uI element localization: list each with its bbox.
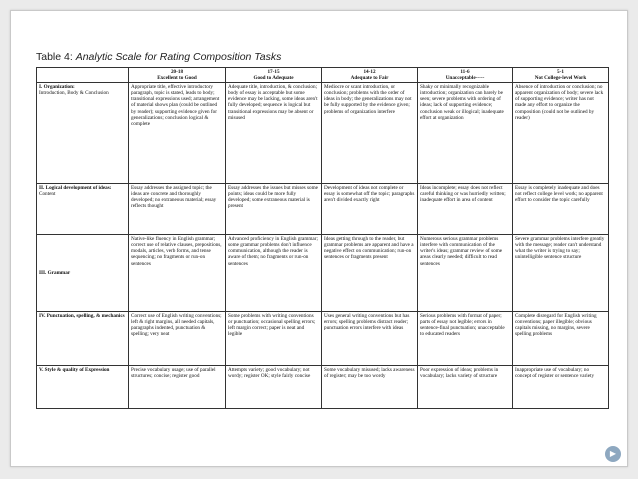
table-cell: Complete disregard for English writing conventions; paper illegible; obvious capitals missing, no margins, severe spelling problems [513,312,609,366]
header-adequate: 14-12 Adequate to Fair [322,68,418,83]
table-cell: Serious problems with format of paper; parts of essay not legible; errors in sentence-final punctuation; unacceptable to educated readers [418,312,513,366]
header-not-college: 5-1 Not College-level Work [513,68,609,83]
header-corner [37,68,129,83]
table-cell: Adequate title, introduction, & conclusion; body of essay is acceptable but some evidence may be lacking, some ideas aren't fully developed; sequence is logical but transitional expressions may be absent or misused [226,83,322,184]
row-category: II. Logical development of ideas: Content [37,184,129,235]
table-cell: Essay addresses the assigned topic; the ideas are concrete and thoroughly developed; no extraneous material; essay reflects thought [129,184,226,235]
next-slide-arrow-icon[interactable]: ▶ [605,446,621,462]
header-unacceptable: 11-6 Unacceptable----- [418,68,513,83]
table-cell: Appropriate title, effective introductory paragraph, topic is stated, leads to body; transitional expressions used; arrangement of material shows plan (could be outlined by reader); supporting evidence given for generalizations; conclusion logical & complete [129,83,226,184]
table-row [37,312,609,366]
table-row [37,83,609,184]
table-cell: Correct use of English writing conventions; left & right margins, all needed capitals, paragraphs indented, punctuation & spelling; very neat [129,312,226,366]
row-category: V. Style & quality of Expression [37,366,129,409]
table-cell: Precise vocabulary usage; use of parallel structures; concise; register good [129,366,226,409]
table-cell: Native-like fluency in English grammar; correct use of relative clauses, prepositions, modals, articles, verb forms, and tense sequencing; no fragments or run-on sentences [129,235,226,312]
row-category: IV. Punctuation, spelling, & mechanics [37,312,129,366]
table-cell: Essay is completely inadequate and does not reflect college level work; no apparent effort to consider the topic carefully [513,184,609,235]
rubric-table [36,67,609,409]
table-cell: Some problems with writing conventions or punctuation; occasional spelling errors; left margin correct; paper is neat and legible [226,312,322,366]
table-cell: Mediocre or scant introduction, or conclusion; problems with the order of ideas in body; the generalizations may not be fully supported by the evidence given; problems of organization interfere [322,83,418,184]
table-cell: Development of ideas not complete or essay is somewhat off the topic; paragraphs aren't divided exactly right [322,184,418,235]
table-cell: Shaky or minimally recognizable introduction; organization can barely be seen; severe problems with ordering of ideas; lack of supporting evidence; conclusion weak or illogical; inadequate effort at organization [418,83,513,184]
header-excellent: 20-18 Excellent to Good [129,68,226,83]
table-title-italic: Analytic Scale for Rating Composition Tasks [75,51,282,63]
row-category: III. Grammar [37,235,129,312]
table-cell: Essay addresses the issues but misses some points; ideas could be more fully developed; some extraneous material is present [226,184,322,235]
table-cell: Numerous serious grammar problems interfere with communication of the writer's ideas; grammar review of some areas clearly needed; difficult to read sentences [418,235,513,312]
table-row [37,184,609,235]
header-row [37,68,609,83]
table-title [36,51,608,63]
table-cell: Attempts variety; good vocabulary; not wordy; register OK; style fairly concise [226,366,322,409]
table-cell: Advanced proficiency in English grammar; some grammar problems don't influence communication, although the reader is aware of them; no fragments or run-on sentences [226,235,322,312]
document-body [36,51,608,409]
row-category: I. Organization: Introduction, Body & Conclusion [37,83,129,184]
header-good: 17-15 Good to Adequate [226,68,322,83]
table-row [37,366,609,409]
table-cell: Poor expression of ideas; problems in vocabulary; lacks variety of structure [418,366,513,409]
slide-frame [10,10,628,467]
table-cell: Inappropriate use of vocabulary; no concept of register or sentence variety [513,366,609,409]
table-cell: Uses general writing conventions but has errors; spelling problems distract reader; punctuation errors interfere with ideas [322,312,418,366]
table-cell: Ideas incomplete; essay does not reflect careful thinking or was hurriedly written; inadequate effort in area of content [418,184,513,235]
table-cell: Ideas getting through to the reader, but grammar problems are apparent and have a negative effect on communication; run-on sentences or fragments present [322,235,418,312]
table-title-prefix: Table 4: [36,51,76,63]
table-cell: Absence of introduction or conclusion; no apparent organization of body; severe lack of supporting evidence; writer has not made any effort to organize the composition (could not be outlined by reader) [513,83,609,184]
table-cell: Severe grammar problems interfere greatly with the message; reader can't understand what the writer is trying to say; unintelligible sentence structure [513,235,609,312]
table-cell: Some vocabulary misused; lacks awareness of register; may be too wordy [322,366,418,409]
table-row [37,235,609,312]
